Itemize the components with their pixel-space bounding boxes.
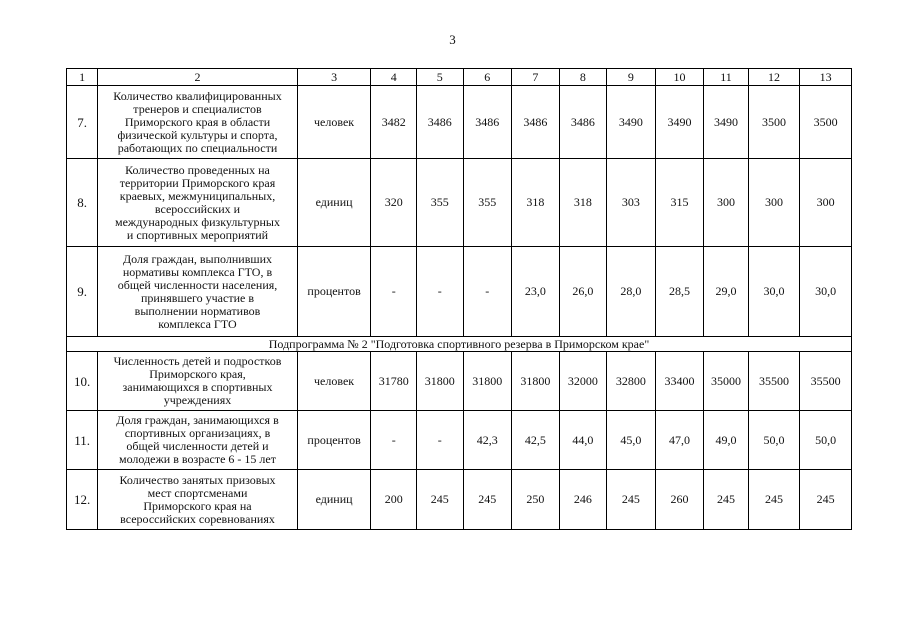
value-cell: 355 [417, 159, 464, 247]
row-number: 12. [67, 470, 98, 530]
value-cell: 3486 [417, 86, 464, 159]
header-cell: 7 [512, 69, 560, 86]
value-cell: 245 [417, 470, 464, 530]
value-cell: 3490 [655, 86, 704, 159]
value-cell: 23,0 [512, 247, 560, 337]
value-cell: 30,0 [748, 247, 800, 337]
value-cell: 49,0 [704, 411, 749, 470]
description-line: выполнении нормативов [134, 303, 261, 318]
value-cell: - [417, 411, 464, 470]
value-cell: 3486 [559, 86, 607, 159]
unit-cell: человек [297, 86, 371, 159]
subprogram-row [67, 337, 852, 352]
value-cell: 318 [559, 159, 607, 247]
value-cell: 250 [512, 470, 560, 530]
value-cell: 32000 [559, 352, 607, 411]
header-cell: 13 [800, 69, 852, 86]
header-row [67, 69, 852, 86]
value-cell: 3490 [704, 86, 749, 159]
value-cell: 320 [371, 159, 417, 247]
row-number: 8. [67, 159, 98, 247]
description-line: физической культуры и спорта, [117, 127, 278, 142]
value-cell: 35500 [748, 352, 800, 411]
value-cell: 42,3 [463, 411, 512, 470]
value-cell: 245 [704, 470, 749, 530]
value-cell: 31780 [371, 352, 417, 411]
header-cell: 9 [607, 69, 656, 86]
indicator-description [98, 86, 297, 159]
value-cell: 245 [463, 470, 512, 530]
description-line: принявшего участие в [141, 290, 254, 305]
description-line: мест спортсменами [147, 485, 248, 500]
value-cell: 50,0 [748, 411, 800, 470]
value-cell: 31800 [512, 352, 560, 411]
table-row [67, 352, 852, 411]
value-cell: 246 [559, 470, 607, 530]
row-number: 7. [67, 86, 98, 159]
value-cell: 33400 [655, 352, 704, 411]
value-cell: 3490 [607, 86, 656, 159]
header-cell: 5 [417, 69, 464, 86]
description-line: краевых, межмуниципальных, [119, 188, 276, 203]
value-cell: 47,0 [655, 411, 704, 470]
value-cell: 30,0 [800, 247, 852, 337]
value-cell: 31800 [417, 352, 464, 411]
header-cell: 3 [297, 69, 371, 86]
indicator-description [98, 470, 297, 530]
description-line: Численность детей и подростков [113, 354, 282, 368]
table-row [67, 411, 852, 470]
header-cell: 1 [67, 69, 98, 86]
unit-cell: процентов [297, 247, 371, 337]
description-line: Доля граждан, занимающихся в [116, 413, 279, 427]
description-line: нормативы комплекса ГТО, в [122, 264, 273, 279]
description-line: комплекса ГТО [158, 316, 237, 331]
value-cell: 300 [800, 159, 852, 247]
description-line: Количество занятых призовых [119, 472, 276, 487]
value-cell: 26,0 [559, 247, 607, 337]
description-line: Количество квалифицированных [113, 88, 282, 103]
header-cell: 12 [748, 69, 800, 86]
table-row [67, 159, 852, 247]
description-line: территории Приморского края [119, 175, 276, 190]
description-line: занимающихся в спортивных [122, 380, 273, 394]
value-cell: 50,0 [800, 411, 852, 470]
value-cell: 28,5 [655, 247, 704, 337]
value-cell: 3500 [748, 86, 800, 159]
description-line: Приморского края на [143, 498, 252, 513]
unit-cell: процентов [297, 411, 371, 470]
header-cell: 10 [655, 69, 704, 86]
value-cell: - [463, 247, 512, 337]
description-line: работающих по специальности [117, 140, 278, 155]
description-line: международных физкультурных [115, 214, 280, 229]
description-line: общей численности детей и [126, 439, 269, 453]
indicator-description [98, 247, 297, 337]
description-line: Доля граждан, выполнивших [122, 251, 273, 266]
value-cell: 35000 [704, 352, 749, 411]
value-cell: 28,0 [607, 247, 656, 337]
value-cell: 318 [512, 159, 560, 247]
description-line: Приморского края, [149, 367, 246, 381]
unit-cell: человек [297, 352, 371, 411]
value-cell: - [417, 247, 464, 337]
value-cell: 260 [655, 470, 704, 530]
description-line: и спортивных мероприятий [126, 227, 269, 242]
value-cell: 3486 [512, 86, 560, 159]
table-row [67, 470, 852, 530]
indicators-table [66, 68, 852, 530]
table-row [67, 86, 852, 159]
value-cell: 45,0 [607, 411, 656, 470]
value-cell: 29,0 [704, 247, 749, 337]
description-line: учреждениях [163, 393, 232, 407]
value-cell: 3486 [463, 86, 512, 159]
value-cell: 3482 [371, 86, 417, 159]
value-cell: 245 [748, 470, 800, 530]
header-cell: 6 [463, 69, 512, 86]
description-line: всероссийских соревнованиях [120, 511, 275, 526]
row-number: 11. [67, 411, 98, 470]
value-cell: 42,5 [512, 411, 560, 470]
value-cell: 32800 [607, 352, 656, 411]
description-line: тренеров и специалистов [133, 101, 262, 116]
value-cell: 355 [463, 159, 512, 247]
description-line: молодежи в возрасте 6 - 15 лет [119, 452, 276, 466]
description-line: спортивных организациях, в [124, 426, 271, 440]
unit-cell: единиц [297, 470, 371, 530]
value-cell: 35500 [800, 352, 852, 411]
value-cell: 3500 [800, 86, 852, 159]
row-number: 10. [67, 352, 98, 411]
indicator-description [98, 159, 297, 247]
value-cell: 31800 [463, 352, 512, 411]
description-line: Приморского края в области [124, 114, 271, 129]
value-cell: 245 [800, 470, 852, 530]
row-number: 9. [67, 247, 98, 337]
value-cell: 245 [607, 470, 656, 530]
subprogram-title: Подпрограмма № 2 "Подготовка спортивного резерва в Приморском крае" [67, 337, 852, 352]
value-cell: 44,0 [559, 411, 607, 470]
description-line: Количество проведенных на [125, 162, 270, 177]
unit-cell: единиц [297, 159, 371, 247]
header-cell: 8 [559, 69, 607, 86]
description-line: общей численности населения, [117, 277, 278, 292]
table-row [67, 247, 852, 337]
indicator-description [98, 352, 297, 411]
header-cell: 2 [98, 69, 297, 86]
value-cell: - [371, 247, 417, 337]
value-cell: - [371, 411, 417, 470]
header-cell: 11 [704, 69, 749, 86]
value-cell: 315 [655, 159, 704, 247]
value-cell: 303 [607, 159, 656, 247]
value-cell: 200 [371, 470, 417, 530]
value-cell: 300 [748, 159, 800, 247]
value-cell: 300 [704, 159, 749, 247]
page-number: 3 [449, 32, 456, 47]
indicator-description [98, 411, 297, 470]
header-cell: 4 [371, 69, 417, 86]
description-line: всероссийских и [154, 201, 241, 216]
